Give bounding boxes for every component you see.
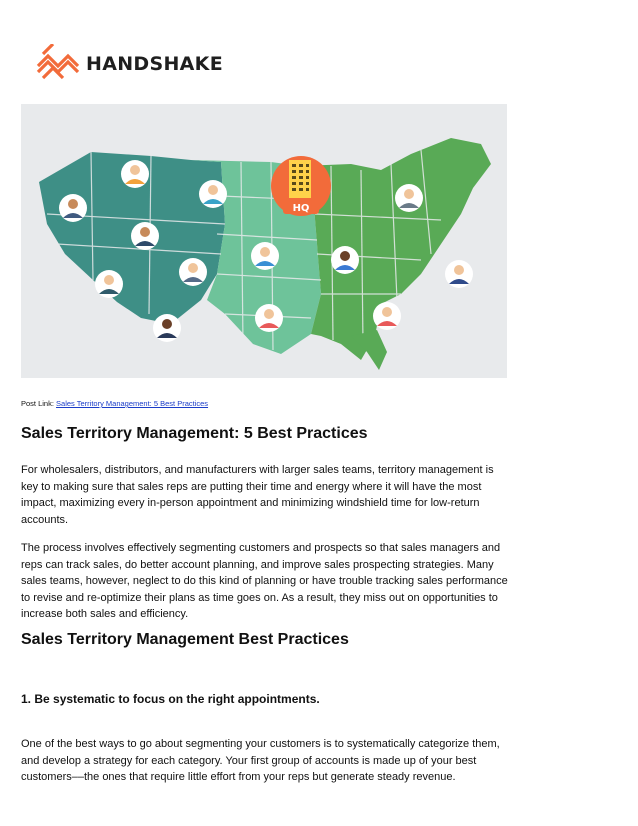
brand-logo — [34, 44, 223, 84]
post-link-prefix: Post Link: — [21, 399, 54, 408]
hq-building-icon — [271, 156, 331, 216]
section-title: Sales Territory Management Best Practices — [21, 631, 349, 648]
brand-name: HANDSHAKE — [86, 53, 223, 75]
handshake-logo-icon — [34, 44, 82, 84]
svg-text:HQ: HQ — [292, 203, 310, 214]
article-title: Sales Territory Management: 5 Best Practices — [21, 425, 368, 442]
subsection-title: 1. Be systematic to focus on the right appointments. — [21, 692, 320, 706]
paragraph-intro: For wholesalers, distributors, and manufacturers with larger sales teams, territory management is key to making sure that sales reps are putting their time and energy where it will have the most impact, maximizing every in-person appointment and minimizing windshield time for low-return accounts. — [21, 464, 494, 526]
paragraph-process: The process involves effectively segmenting customers and prospects so that sales managers and reps can track sales, do better account planning, and improve sales prospecting strategies. Many sales teams, however, neglect to do this kind of planning or have trouble tracking sales performance to revise and re-optimize their plans as time goes on. As a result, they miss out on opportunities to increase both sales and efficiency. — [21, 542, 508, 620]
post-link-anchor[interactable]: Sales Territory Management: 5 Best Practices — [56, 399, 209, 408]
us-map — [21, 104, 507, 378]
hero-image — [21, 104, 507, 378]
post-link — [21, 399, 208, 408]
paragraph-segmenting: One of the best ways to go about segmenting your customers is to systematically categorize them, and develop a strategy for each category. Your first group of accounts is made up of your best customers––the ones that require little effort from your reps but generate steady revenue. — [21, 738, 500, 783]
